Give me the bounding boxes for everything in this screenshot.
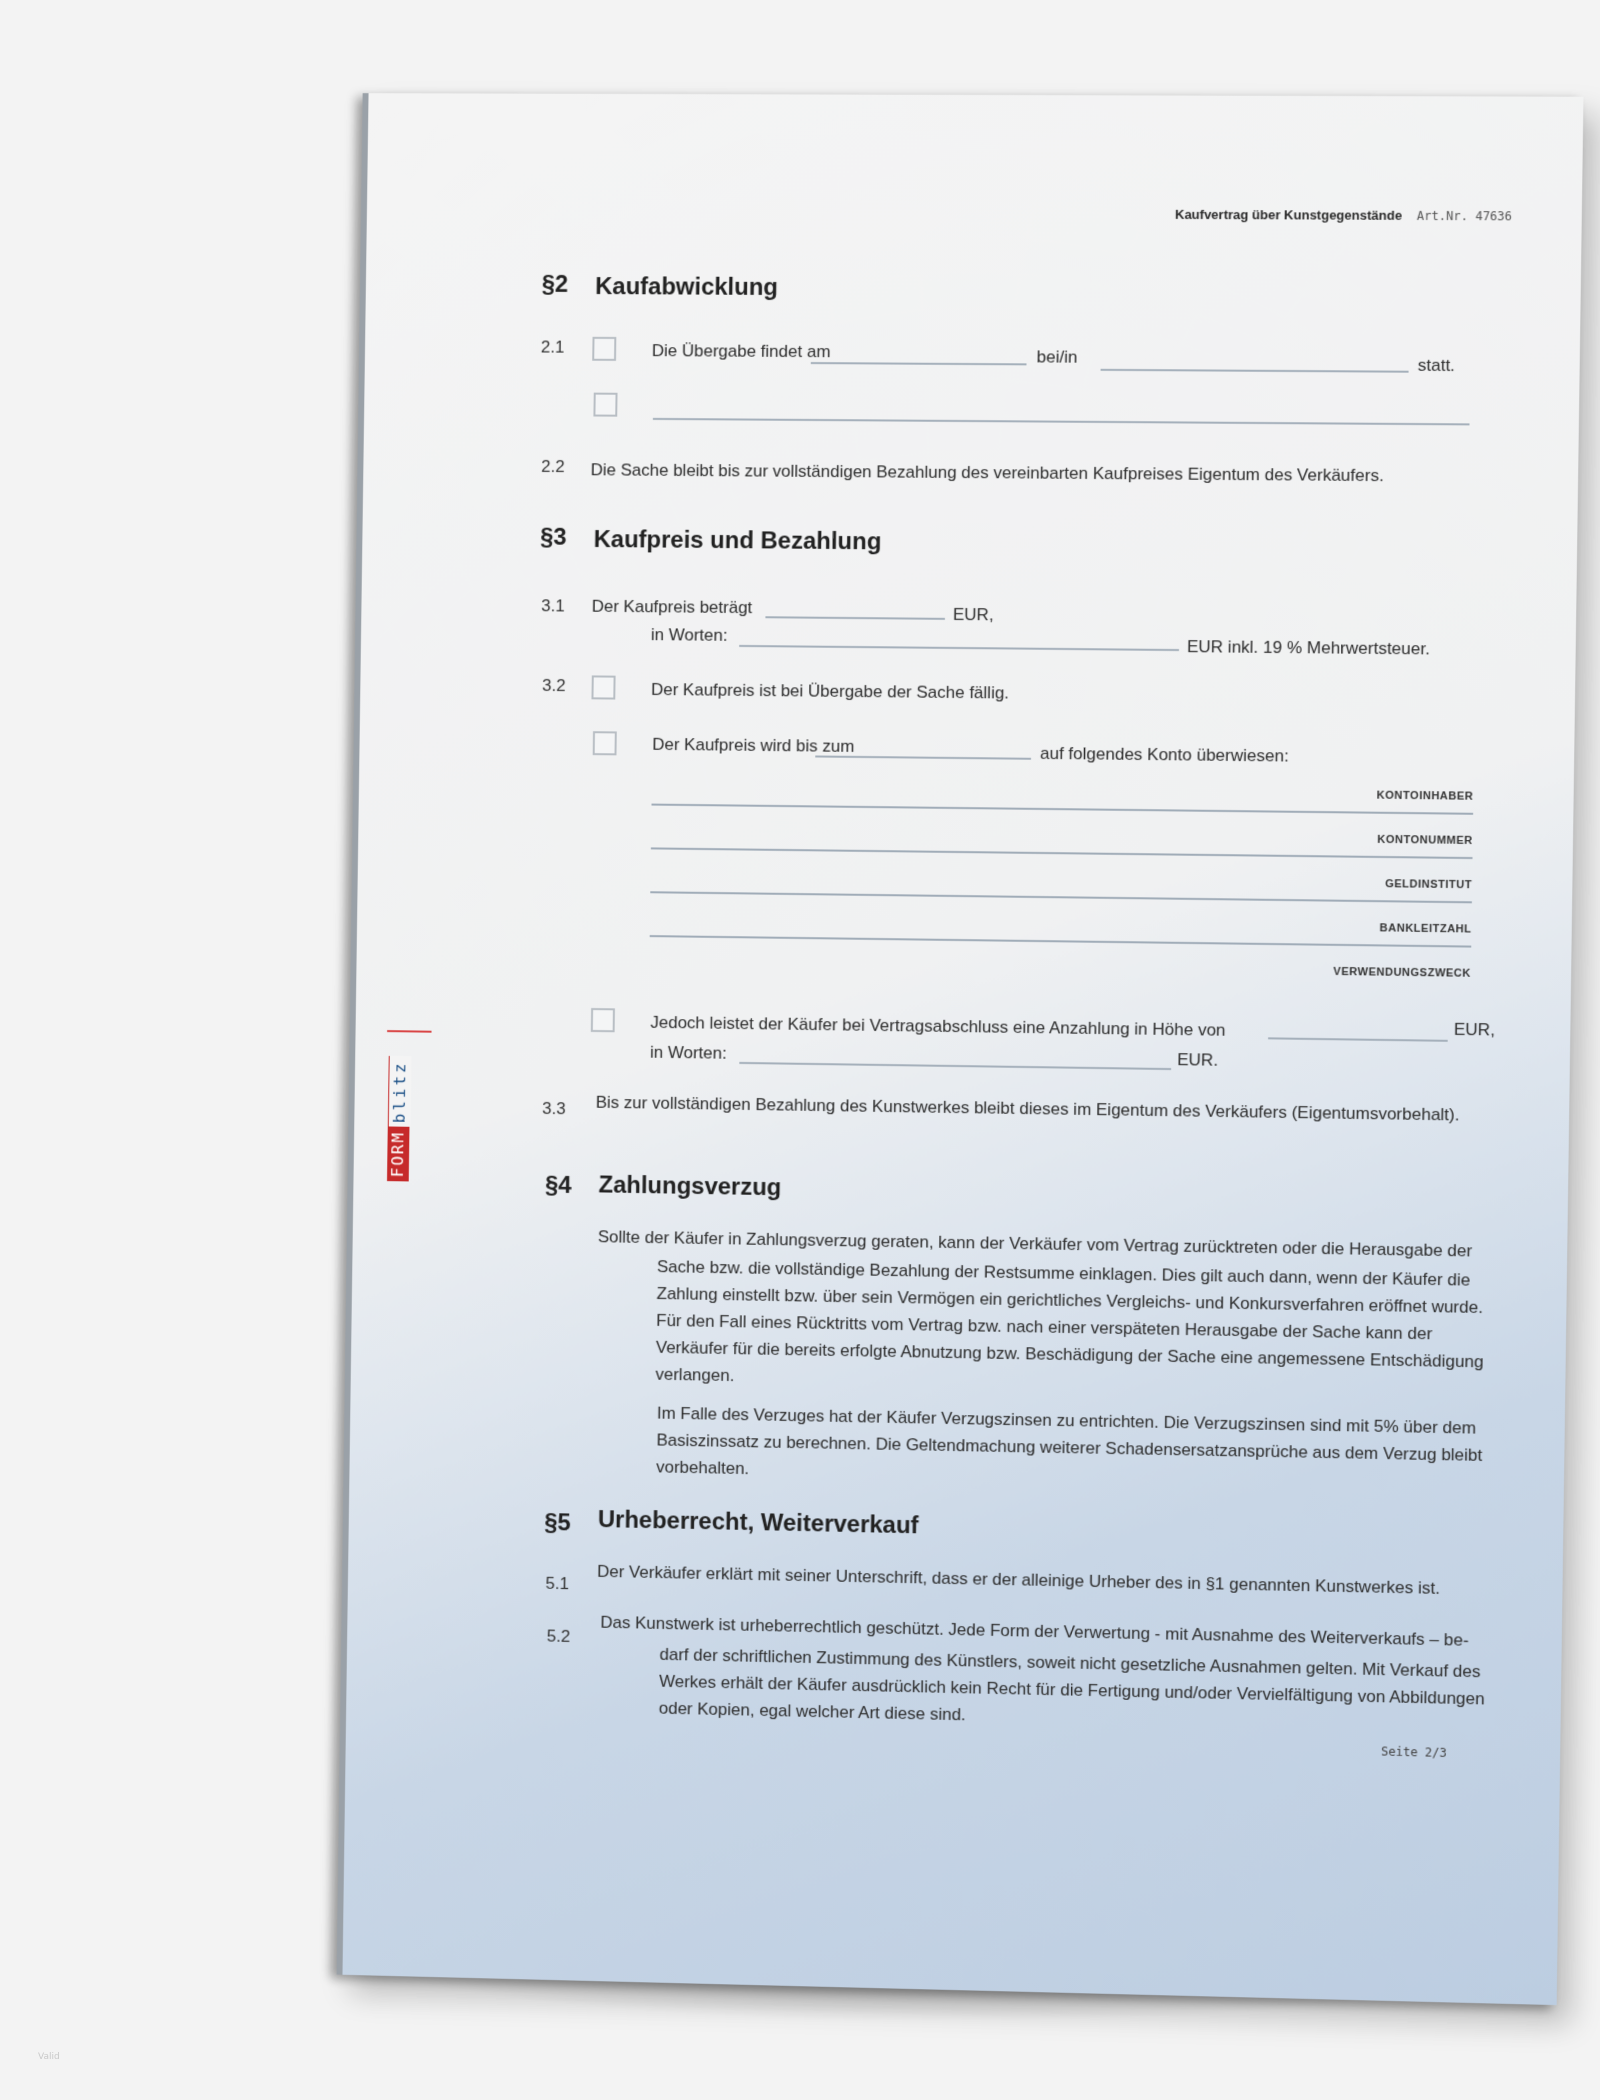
handover-date-field[interactable] (811, 362, 1027, 365)
item-5-2-first-line: Das Kunstwerk ist urheberrechtlich geschützt. Jede Form der Verwertung - mit Ausnahme des Weiterverkaufs – be- (600, 1612, 1469, 1650)
bank-code-field[interactable] (650, 935, 1472, 947)
bank-field-label: KONTOINHABER (1376, 789, 1474, 803)
deposit-text: Jedoch leistet der Käufer bei Vertragsabschluss eine Anzahlung in Höhe von (650, 1012, 1226, 1040)
item-3-1-number: 3.1 (541, 596, 565, 616)
default-paragraph-first-line: Sollte der Käufer in Zahlungsverzug geraten, kann der Verkäufer vom Vertrag zurücktreten oder die Herausgabe der (597, 1227, 1473, 1261)
default-paragraph: Sache bzw. die vollständige Bezahlung der Restsumme einklagen. Dies gilt auch dann, wenn der Käufer die Zahlung einstellt bzw. über sein Vermögen ein gerichtliches Vergleichs- und Konkursverfahren eröffnet wurde. Für den Fall eines Rücktritts vom Vertrag bzw. nach einer verspäteten Herausgabe der Sache kann der Verkäufer für die bereits erfolgte Abnutzung bzw. Beschädigung der Sache eine angemessene Entschädigung verlangen. (655, 1257, 1484, 1386)
handover-text: Die Übergabe findet am (651, 341, 831, 362)
item-3-3-text: Bis zur vollständigen Bezahlung des Kunstwerkes bleibt dieses im Eigentum des Verkäufers (Eigentumsvorbehalt). (595, 1092, 1460, 1125)
price-label: Der Kaufpreis beträgt (591, 596, 753, 618)
payment-transfer-end-text: auf folgendes Konto überwiesen: (1039, 743, 1289, 766)
deposit-amount-field[interactable] (1268, 1037, 1448, 1042)
price-field[interactable] (765, 616, 945, 620)
item-3-2-number: 3.2 (541, 675, 566, 696)
item-5-2-text: darf der schriftlichen Zustimmung des Künstlers, soweit nicht gesetzliche Ausnahmen gelten. Mit Verkauf des Werkes erhält der Käufer ausdrücklich kein Recht für die Fertigung und/oder Vervielfältigung von Abbildungen oder Kopien, egal welcher Art diese sind. (658, 1644, 1485, 1725)
price-currency: EUR, (952, 604, 994, 625)
page-content (342, 93, 1583, 2005)
payment-transfer-text: Der Kaufpreis wird bis zum (652, 734, 855, 756)
item-5-1-number: 5.1 (545, 1573, 570, 1594)
formblitz-logo (385, 1060, 411, 1330)
section-4-number: §4 (544, 1171, 572, 1199)
item-3-3-number: 3.3 (542, 1098, 566, 1119)
deposit-currency: EUR, (1453, 1019, 1496, 1040)
item-5-1-text: Der Verkäufer erklärt mit seiner Unterschrift, dass er der alleinige Urheber des in §1 genannten Kunstwerkes ist. (597, 1561, 1441, 1598)
account-holder-field[interactable] (651, 804, 1473, 815)
watermark-text: Valid (38, 2052, 60, 2062)
bank-field-label: VERWENDUNGSZWECK (1333, 965, 1471, 980)
price-vat-text: EUR inkl. 19 % Mehrwertsteuer. (1186, 637, 1430, 659)
interest-paragraph: Im Falle des Verzuges hat der Käufer Verzugszinsen zu entrichten. Die Verzugszinsen sind mit 5% über dem Basiszinssatz zu berechnen. Die Geltendmachung weiterer Schadensersatzansprüche aus dem Verzug bleibt vorbehalten. (656, 1403, 1483, 1479)
item-5-2-number: 5.2 (546, 1626, 571, 1646)
page-number: Seite 2/3 (1381, 1744, 1447, 1760)
bank-details-block (649, 782, 1473, 998)
bank-field-label: KONTONUMMER (1377, 833, 1473, 847)
handover-custom-checkbox[interactable] (593, 393, 617, 417)
article-number: Art.Nr. 47636 (1416, 208, 1513, 224)
account-number-field[interactable] (651, 847, 1473, 859)
payment-on-handover-text: Der Kaufpreis ist bei Übergabe der Sache fällig. (650, 679, 1010, 703)
deposit-checkbox[interactable] (591, 1008, 615, 1032)
logo-form-text: FORM (387, 1127, 409, 1182)
document-header (1175, 204, 1512, 226)
bank-field-label: BANKLEITZAHL (1379, 922, 1472, 936)
handover-custom-field[interactable] (653, 418, 1470, 426)
section-4-title: Zahlungsverzug (598, 1171, 782, 1202)
payment-on-handover-checkbox[interactable] (591, 675, 615, 699)
handover-end-text: statt. (1417, 355, 1456, 376)
logo-blitz-text: blitz (387, 1056, 411, 1127)
payment-transfer-checkbox[interactable] (593, 731, 617, 755)
item-2-2-number: 2.2 (541, 456, 565, 477)
bank-field-label: GELDINSTITUT (1385, 878, 1473, 892)
section-3-number: §3 (540, 523, 567, 551)
deposit-words-label: in Worten: (649, 1042, 727, 1063)
bank-name-field[interactable] (650, 891, 1472, 903)
deposit-words-currency: EUR. (1177, 1050, 1219, 1070)
item-2-1-number: 2.1 (540, 337, 565, 357)
item-2-2-text: Die Sache bleibt bis zur vollständigen Bezahlung des vereinbarten Kaufpreises Eigentum des Verkäufers. (590, 460, 1384, 486)
section-5-title: Urheberrecht, Weiterverkauf (597, 1506, 919, 1540)
deposit-words-field[interactable] (739, 1062, 1171, 1070)
section-3-title: Kaufpreis und Bezahlung (593, 526, 882, 556)
section-2-number: §2 (541, 270, 569, 298)
document-page (337, 93, 1584, 2005)
section-2-title: Kaufabwicklung (595, 273, 779, 301)
payment-due-date-field[interactable] (815, 755, 1031, 759)
header-title: Kaufvertrag über Kunstgegenstände (1174, 206, 1403, 223)
handover-location-field[interactable] (1101, 369, 1409, 373)
section-5-number: §5 (544, 1509, 571, 1537)
handover-date-checkbox[interactable] (592, 337, 616, 361)
price-words-field[interactable] (739, 645, 1179, 651)
handover-location-label: bei/in (1036, 347, 1078, 367)
price-words-label: in Worten: (650, 625, 728, 645)
